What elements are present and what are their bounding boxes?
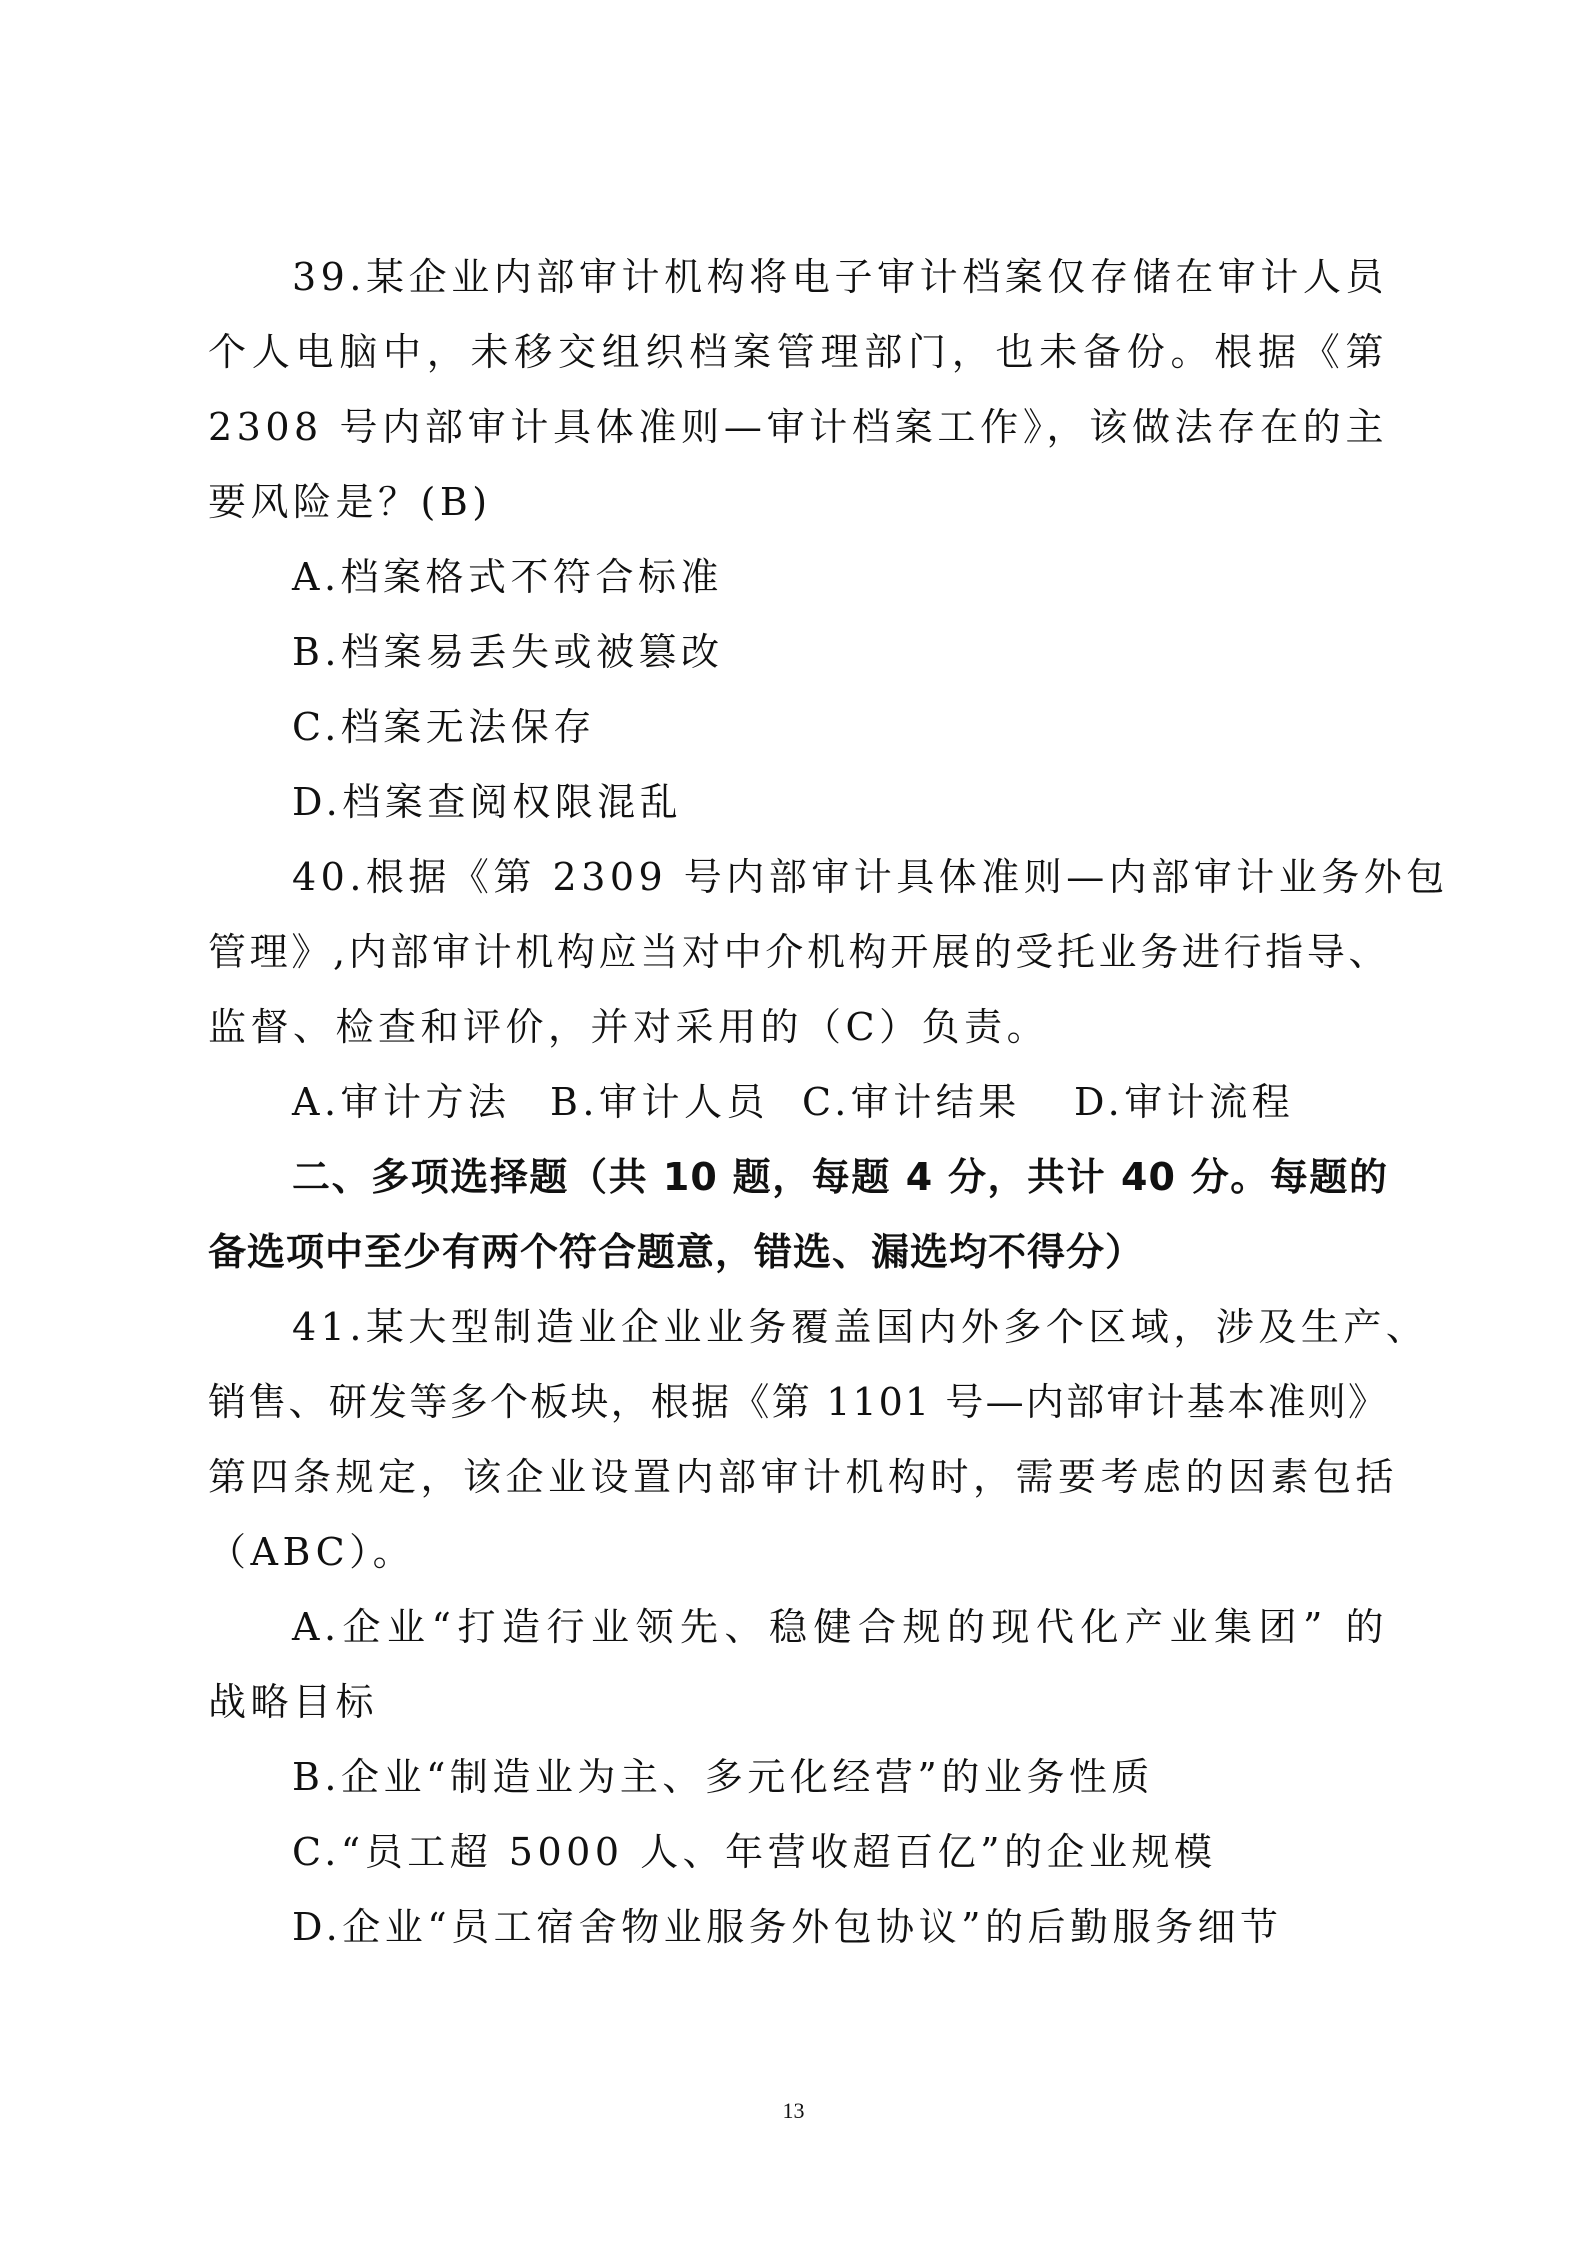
q41-option-d: D.企业“员工宿舍物业服务外包协议”的后勤服务细节 (292, 1905, 1283, 1949)
document-page (208, 240, 1449, 1965)
q39-option-d: D.档案查阅权限混乱 (292, 780, 683, 824)
q41-option-a-line-1: A.企业“打造行业领先、稳健合规的现代化产业集团” 的 (292, 1605, 1388, 1649)
page-number: 13 (782, 2098, 805, 2123)
q39-stem-line-1: 39.某企业内部审计机构将电子审计档案仅存储在审计人员 (292, 255, 1388, 299)
q41-stem-line-2: 销售、研发等多个板块，根据《第 1101 号—内部审计基本准则》 (208, 1380, 1388, 1424)
q39-stem-line-3: 2308 号内部审计具体准则—审计档案工作》，该做法存在的主 (208, 405, 1388, 449)
q41-option-b: B.企业“制造业为主、多元化经营”的业务性质 (292, 1755, 1154, 1799)
q39-option-c: C.档案无法保存 (292, 705, 596, 749)
q41-stem-line-1: 41.某大型制造业企业业务覆盖国内外多个区域，涉及生产、 (292, 1305, 1429, 1349)
q39-option-a: A.档案格式不符合标准 (292, 555, 724, 599)
q40-option-c: C.审计结果 (802, 1080, 1021, 1124)
section-heading-line-2: 备选项中至少有两个符合题意，错选、漏选均不得分） (208, 1230, 1145, 1274)
q40-stem-line-1: 40.根据《第 2309 号内部审计具体准则—内部审计业务外包 (292, 855, 1449, 899)
section-heading-line-1: 二、多项选择题（共 10 题，每题 4 分，共计 40 分。每题的 (292, 1155, 1388, 1199)
q39-option-b: B.档案易丢失或被篡改 (292, 630, 724, 674)
q40-stem-line-3: 监督、检查和评价，并对采用的（C）负责。 (208, 1005, 1050, 1049)
q39-stem-line-2: 个人电脑中，未移交组织档案管理部门，也未备份。根据《第 (208, 330, 1388, 374)
q41-stem-line-4: （ABC）。 (208, 1530, 416, 1574)
q41-option-c: C.“员工超 5000 人、年营收超百亿”的企业规模 (292, 1830, 1217, 1874)
q40-options-row (208, 1065, 1388, 1140)
q40-option-a: A.审计方法 (292, 1080, 511, 1124)
q41-stem-line-3: 第四条规定，该企业设置内部审计机构时，需要考虑的因素包括 (208, 1455, 1399, 1499)
q40-option-d: D.审计流程 (1074, 1080, 1295, 1124)
q39-stem-line-4: 要风险是？(B) (208, 480, 492, 524)
q40-stem-line-2: 管理》,内部审计机构应当对中介机构开展的受托业务进行指导、 (208, 930, 1388, 974)
q41-option-a-line-2: 战略目标 (208, 1680, 379, 1724)
q40-option-b: B.审计人员 (550, 1080, 770, 1124)
